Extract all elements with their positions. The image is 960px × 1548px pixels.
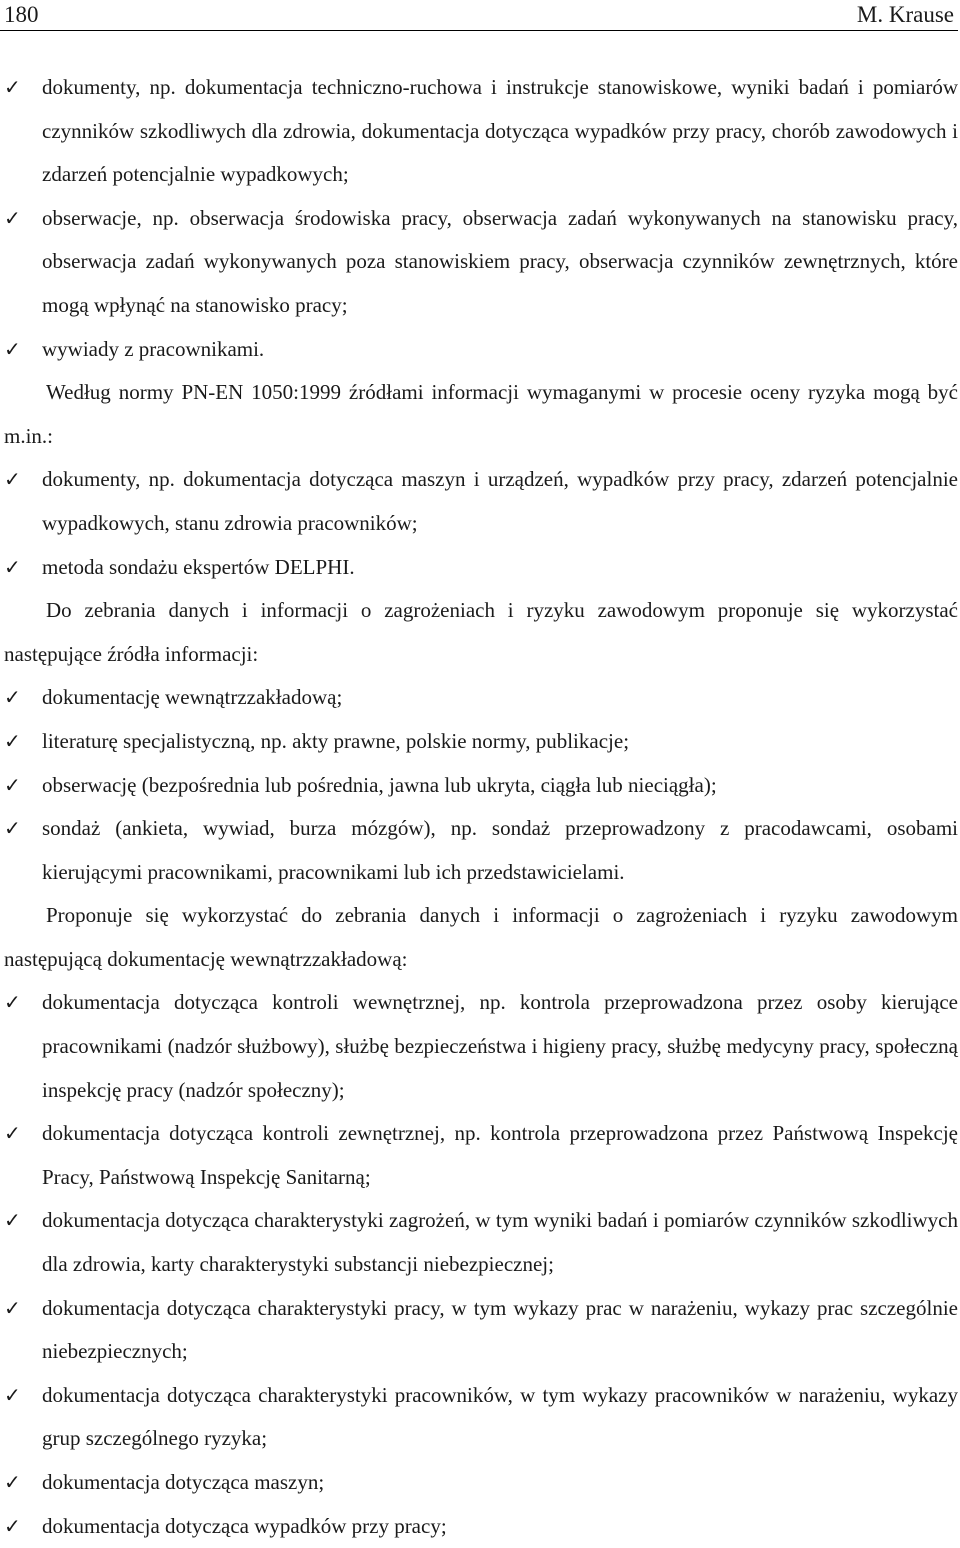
check-mark-icon: ✓ (4, 1295, 21, 1320)
list-item (0, 764, 960, 808)
list-item-text: dokumentację wewnątrzzakładową; (42, 685, 343, 710)
list-item-text: wywiady z pracownikami. (42, 336, 265, 361)
list-item (0, 328, 960, 372)
check-mark-icon: ✓ (4, 1513, 21, 1538)
list-item (0, 1199, 960, 1286)
check-mark-icon: ✓ (4, 1121, 21, 1146)
check-mark-icon: ✓ (4, 685, 21, 710)
list-item (0, 1374, 960, 1461)
list-item (0, 676, 960, 720)
list-item (0, 807, 960, 894)
check-mark-icon: ✓ (4, 467, 21, 492)
list-item (0, 1505, 960, 1548)
list-item-text: dokumenty, np. dokumentacja techniczno-ruchowa i instrukcje stanowiskowe, wyniki badań i pomiarów czynników szkodliwych dla zdrowia, dokumentacja dotycząca wypadków przy pracy, chorób zawodowych i zdarzeń potencjalnie wypadkowych; (42, 75, 958, 187)
list-item-text: dokumentacja dotycząca charakterystyki pracowników, w tym wykazy pracowników w narażeniu, wykazy grup szczególnego ryzyka; (42, 1382, 958, 1451)
list-item-text: dokumentacja dotycząca wypadków przy pracy; (42, 1513, 447, 1538)
check-mark-icon: ✓ (4, 816, 21, 841)
list-item-text: metoda sondażu ekspertów DELPHI. (42, 554, 355, 579)
check-mark-icon: ✓ (4, 205, 21, 230)
list-item (0, 458, 960, 545)
list-item (0, 546, 960, 590)
list-item (0, 1461, 960, 1505)
list-item (0, 197, 960, 328)
list-item-text: dokumenty, np. dokumentacja dotycząca maszyn i urządzeń, wypadków przy pracy, zdarzeń potencjalnie wypadkowych, stanu zdrowia pracowników; (42, 467, 958, 535)
paragraph (0, 371, 960, 458)
list-item-text: dokumentacja dotycząca charakterystyki pracy, w tym wykazy prac w narażeniu, wykazy prac szczególnie niebezpiecznych; (42, 1295, 958, 1364)
check-mark-icon: ✓ (4, 336, 21, 361)
check-mark-icon: ✓ (4, 75, 21, 99)
list-item (0, 720, 960, 764)
list-item-text: dokumentacja dotycząca kontroli zewnętrznej, np. kontrola przeprowadzona przez Państwową Inspekcję Pracy, Państwową Inspekcję Sanitarną; (42, 1121, 958, 1189)
list-item-text: dokumentacja dotycząca kontroli wewnętrznej, np. kontrola przeprowadzona przez osoby kierujące pracownikami (nadzór służbowy), służbę bezpieczeństwa i higieny pracy, służbę medycyny pracy, społeczną inspekcję pracy (nadzór społeczny); (42, 990, 958, 1102)
page-header (0, 0, 958, 31)
list-item (0, 1112, 960, 1199)
paragraph-text: Do zebrania danych i informacji o zagrożeniach i ryzyku zawodowym proponuje się wykorzystać następujące źródła informacji: (4, 598, 958, 666)
check-mark-icon: ✓ (4, 1470, 21, 1494)
check-mark-icon: ✓ (4, 1382, 21, 1407)
paragraph-text: Według normy PN-EN 1050:1999 źródłami informacji wymaganymi w procesie oceny ryzyka mogą być m.in.: (4, 380, 958, 448)
list-item-text: obserwację (bezpośrednia lub pośrednia, jawna lub ukryta, ciągła lub nieciągła); (42, 772, 717, 797)
list-item (0, 1287, 960, 1374)
page-body (0, 66, 960, 1548)
list-item (0, 981, 960, 1112)
paragraph (0, 589, 960, 676)
running-head-author: M. Krause (856, 2, 954, 27)
check-mark-icon: ✓ (4, 728, 21, 753)
page-number: 180 (4, 2, 39, 27)
check-mark-icon: ✓ (4, 554, 21, 579)
list-item-text: dokumentacja dotycząca charakterystyki zagrożeń, w tym wyniki badań i pomiarów czynników szkodliwych dla zdrowia, karty charakterystyki substancji niebezpiecznej; (42, 1208, 958, 1277)
check-mark-icon: ✓ (4, 772, 21, 797)
check-mark-icon: ✓ (4, 990, 21, 1015)
list-item (0, 66, 960, 197)
list-item-text: sondaż (ankieta, wywiad, burza mózgów), np. sondaż przeprowadzony z pracodawcami, osobami kierującymi pracownikami, pracownikami lub ich przedstawicielami. (42, 816, 958, 884)
list-item-text: dokumentacja dotycząca maszyn; (42, 1470, 325, 1494)
paragraph-text: Proponuje się wykorzystać do zebrania danych i informacji o zagrożeniach i ryzyku zawodowym następującą dokumentację wewnątrzzakładową: (4, 903, 958, 971)
list-item-text: obserwacje, np. obserwacja środowiska pracy, obserwacja zadań wykonywanych na stanowisku pracy, obserwacja zadań wykonywanych poza stanowiskiem pracy, obserwacja czynników zewnętrznych, które mogą wpłynąć na stanowisko pracy; (42, 205, 958, 317)
list-item-text: literaturę specjalistyczną, np. akty prawne, polskie normy, publikacje; (42, 728, 630, 753)
check-mark-icon: ✓ (4, 1208, 21, 1233)
paragraph (0, 894, 960, 981)
